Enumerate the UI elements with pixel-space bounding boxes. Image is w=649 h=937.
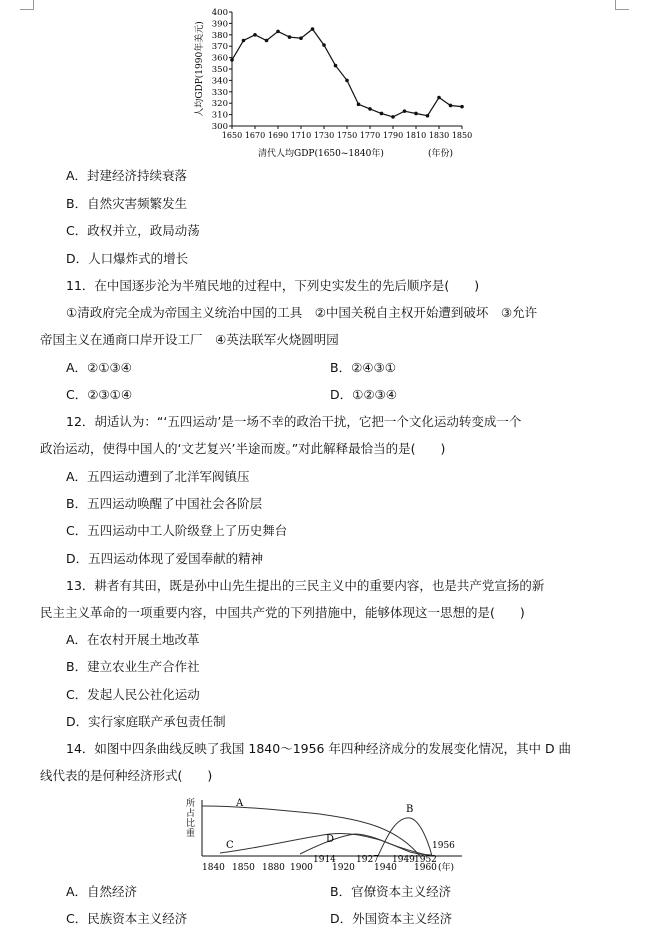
gdp-y-tick-label: 330 — [211, 87, 228, 98]
econ-y-label-2: 占 — [186, 809, 196, 819]
q12-stem-line2: 政治运动，使得中国人的‘文艺复兴’半途而废。”对此解释最恰当的是( ) — [40, 441, 446, 456]
gdp-data-point — [345, 79, 349, 83]
gdp-data-point — [460, 105, 464, 109]
gdp-y-tick-label: 310 — [211, 110, 228, 121]
q12-option-a[interactable]: A．五四运动遭到了北洋军阀镇压 — [66, 469, 250, 484]
econ-tick-1949: 1949 — [392, 855, 415, 865]
q10-option-a[interactable]: A．封建经济持续衰落 — [66, 168, 188, 183]
gdp-y-tick-label: 360 — [211, 53, 228, 64]
economy-share-chart — [180, 796, 480, 880]
gdp-x-tick-label: 1690 — [267, 131, 289, 140]
q12-stem-line1: 12．胡适认为：“‘五四运动’是一场不幸的政治干扰，它把一个文化运动转变成一个 — [66, 414, 522, 429]
gdp-data-point — [437, 96, 441, 100]
gdp-data-point — [334, 64, 338, 68]
gdp-x-tick-label: 1830 — [428, 131, 450, 140]
econ-tick-1880: 1880 — [262, 863, 285, 873]
gdp-data-point — [299, 36, 303, 40]
gdp-data-point — [230, 58, 234, 62]
gdp-data-point — [368, 107, 372, 111]
gdp-x-tick-label: 1710 — [290, 131, 312, 140]
econ-tick-1850: 1850 — [232, 863, 255, 873]
gdp-x-tick-label: 1650 — [221, 131, 243, 140]
econ-tick-1920: 1920 — [332, 863, 355, 873]
gdp-x-axis-unit: (年份) — [428, 149, 454, 159]
gdp-x-tick-label: 1730 — [313, 131, 335, 140]
econ-tick-1956: 1956 — [432, 841, 455, 851]
gdp-data-point — [265, 39, 269, 43]
gdp-y-tick-label: 390 — [211, 19, 228, 30]
q14-stem-line2: 线代表的是何种经济形式( ) — [40, 768, 213, 783]
gdp-data-point — [322, 43, 326, 47]
q11-option-a[interactable]: A．②①③④ — [66, 360, 132, 375]
gdp-data-point — [449, 104, 453, 108]
econ-y-label-1: 所 — [186, 799, 196, 809]
q11-stem: 11．在中国逐步沦为半殖民地的过程中，下列史实发生的先后顺序是( ) — [66, 278, 480, 293]
econ-x-unit: (年) — [438, 863, 455, 873]
econ-tick-1940: 1940 — [374, 863, 397, 873]
econ-tick-1952: 1952 — [414, 855, 437, 865]
series-label-c: C — [226, 840, 234, 851]
econ-y-label-4: 重 — [186, 829, 196, 839]
q13-option-b[interactable]: B．建立农业生产合作社 — [66, 659, 200, 674]
gdp-data-point — [242, 39, 246, 43]
econ-tick-1927: 1927 — [356, 855, 379, 865]
q14-option-c[interactable]: C．民族资本主义经济 — [66, 911, 188, 926]
q13-stem-line2: 民主主义革命的一项重要内容，中国共产党的下列措施中，能够体现这一思想的是( ) — [40, 605, 525, 620]
gdp-x-tick-label: 1670 — [244, 131, 266, 140]
q11-option-c[interactable]: C．②③①④ — [66, 387, 133, 402]
q11-items-line2: 帝国主义在通商口岸开设工厂 ④英法联军火烧圆明园 — [40, 332, 339, 347]
econ-tick-1960: 1960 — [414, 863, 437, 873]
gdp-data-point — [253, 33, 257, 37]
series-label-b: B — [406, 804, 414, 815]
q14-option-b[interactable]: B．官僚资本主义经济 — [330, 884, 452, 899]
series-label-a: A — [236, 798, 244, 809]
q10-option-c[interactable]: C．政权并立，政局动荡 — [66, 223, 200, 238]
gdp-data-point — [357, 103, 361, 107]
gdp-x-tick-label: 1750 — [336, 131, 358, 140]
gdp-data-point — [403, 109, 407, 113]
gdp-x-tick-label: 1810 — [405, 131, 427, 140]
gdp-y-tick-label: 340 — [211, 76, 228, 87]
gdp-y-tick-label: 320 — [211, 99, 228, 110]
gdp-data-point — [276, 30, 280, 34]
q13-option-a[interactable]: A．在农村开展土地改革 — [66, 632, 200, 647]
gdp-data-point — [311, 27, 315, 31]
econ-tick-1900: 1900 — [290, 863, 313, 873]
gdp-x-tick-label: 1790 — [382, 131, 404, 140]
q11-option-b[interactable]: B．②④③① — [330, 360, 396, 375]
q11-option-d[interactable]: D．①②③④ — [330, 387, 397, 402]
gdp-y-tick-label: 350 — [211, 65, 228, 75]
gdp-data-point — [414, 112, 418, 116]
gdp-y-axis-label: 人均GDP(1990年美元) — [195, 21, 205, 117]
q11-items-line1: ①清政府完全成为帝国主义统治中国的工具 ②中国关税自主权开始遭到破坏 ③允许 — [66, 305, 538, 320]
page-corner-mark-left — [20, 0, 34, 10]
q14-option-d[interactable]: D．外国资本主义经济 — [330, 911, 453, 926]
gdp-line-chart — [190, 4, 480, 162]
gdp-data-point — [380, 112, 384, 116]
gdp-data-point — [288, 35, 292, 39]
q13-option-c[interactable]: C．发起人民公社化运动 — [66, 687, 200, 702]
econ-tick-1914: 1914 — [313, 855, 336, 865]
q14-option-a[interactable]: A．自然经济 — [66, 884, 138, 899]
q12-option-d[interactable]: D．五四运动体现了爱国奉献的精神 — [66, 551, 264, 566]
econ-tick-1840: 1840 — [202, 863, 225, 873]
q13-stem-line1: 13．耕者有其田，既是孙中山先生提出的三民主义中的重要内容，也是共产党宣扬的新 — [66, 578, 545, 593]
gdp-y-tick-label: 370 — [211, 42, 228, 53]
gdp-x-tick-label: 1770 — [359, 131, 381, 140]
q14-stem-line1: 14．如图中四条曲线反映了我国 1840～1956 年四种经济成分的发展变化情况，其中 D 曲 — [66, 741, 572, 756]
q13-option-d[interactable]: D．实行家庭联产承包责任制 — [66, 714, 226, 729]
gdp-y-tick-label: 300 — [211, 122, 228, 132]
econ-y-label-3: 比 — [186, 819, 196, 829]
gdp-chart-title: 清代人均GDP(1650~1840年) — [258, 149, 384, 159]
gdp-y-tick-label: 380 — [211, 30, 228, 41]
gdp-data-point — [426, 114, 430, 118]
gdp-y-tick-label: 400 — [211, 8, 228, 18]
q10-option-d[interactable]: D．人口爆炸式的增长 — [66, 251, 189, 266]
gdp-x-tick-label: 1850 — [451, 131, 473, 140]
q10-option-b[interactable]: B．自然灾害频繁发生 — [66, 196, 188, 211]
gdp-data-point — [391, 115, 395, 119]
series-label-d: D — [326, 834, 335, 845]
curve-d — [300, 834, 432, 855]
q12-option-c[interactable]: C．五四运动中工人阶级登上了历史舞台 — [66, 523, 288, 538]
page-corner-mark-right — [615, 0, 629, 10]
q12-option-b[interactable]: B．五四运动唤醒了中国社会各阶层 — [66, 496, 263, 511]
